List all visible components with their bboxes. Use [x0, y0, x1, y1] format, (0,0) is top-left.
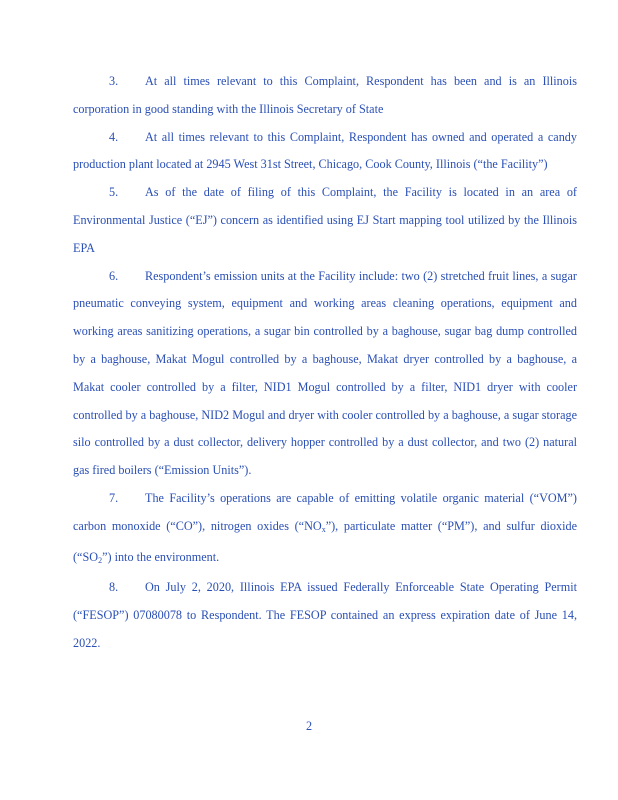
paragraph-number: 5.	[109, 185, 119, 200]
paragraph-number: 7.	[109, 490, 119, 505]
paragraph-3	[73, 68, 577, 124]
paragraph-number: 6.	[109, 268, 119, 283]
paragraph-text: ”) into the environment.	[102, 549, 220, 564]
paragraph-text: As of the date of filing of this Complaint, the Facility is located in an area of Environmental Justice (“EJ”) concern as identified using EJ Start mapping tool utilized by the Illinois EPA	[73, 185, 577, 255]
paragraph-7	[73, 485, 577, 574]
paragraph-text: At all times relevant to this Complaint, Respondent has owned and operated a candy production plant located at 2945 West 31st Street, Chicago, Cook County, Illinois (“the Facility”)	[73, 129, 577, 172]
paragraph-text: ”), particulate matter (“PM”), and sulfur dioxide (“SO	[73, 518, 577, 564]
paragraph-5	[73, 179, 577, 262]
so2-subscript: 2	[98, 555, 103, 565]
paragraph-number: 8.	[109, 580, 119, 595]
paragraph-number: 3.	[109, 74, 119, 88]
paragraph-text: At all times relevant to this Complaint, Respondent has been and is an Illinois corporation in good standing with the Illinois Secretary of State	[73, 74, 577, 116]
paragraph-text: The Facility’s operations are capable of emitting volatile organic material (“VOM”) carbon monoxide (“CO”), nitrogen oxides (“NO	[73, 490, 577, 533]
document-body	[73, 68, 577, 658]
paragraph-8	[73, 574, 577, 657]
page-number: 2	[305, 719, 313, 733]
paragraph-number: 4.	[109, 129, 119, 144]
paragraph-4	[73, 124, 577, 180]
paragraph-6	[73, 263, 577, 485]
nox-subscript: x	[321, 524, 326, 534]
paragraph-text: Respondent’s emission units at the Facility include: two (2) stretched fruit lines, a sugar pneumatic conveying system, equipment and working areas cleaning operations, equipment and working areas sanitizing operations, a sugar bin controlled by a baghouse, sugar bag dump controlled by a baghouse, Makat Mogul controlled by a baghouse, Makat dryer controlled by a baghouse, a Makat cooler controlled by a filter, NID1 Mogul controlled by a filter, NID1 dryer with cooler controlled by a baghouse, NID2 Mogul and dryer with cooler controlled by a baghouse, a sugar storage silo controlled by a dust collector, delivery hopper controlled by a dust collector, and two (2) natural gas fired boilers (“Emission Units”).	[73, 268, 577, 478]
paragraph-text: On July 2, 2020, Illinois EPA issued Federally Enforceable State Operating Permit (“FESOP”) 07080078 to Respondent. The FESOP contained an express expiration date of June 14, 2022.	[73, 580, 577, 650]
